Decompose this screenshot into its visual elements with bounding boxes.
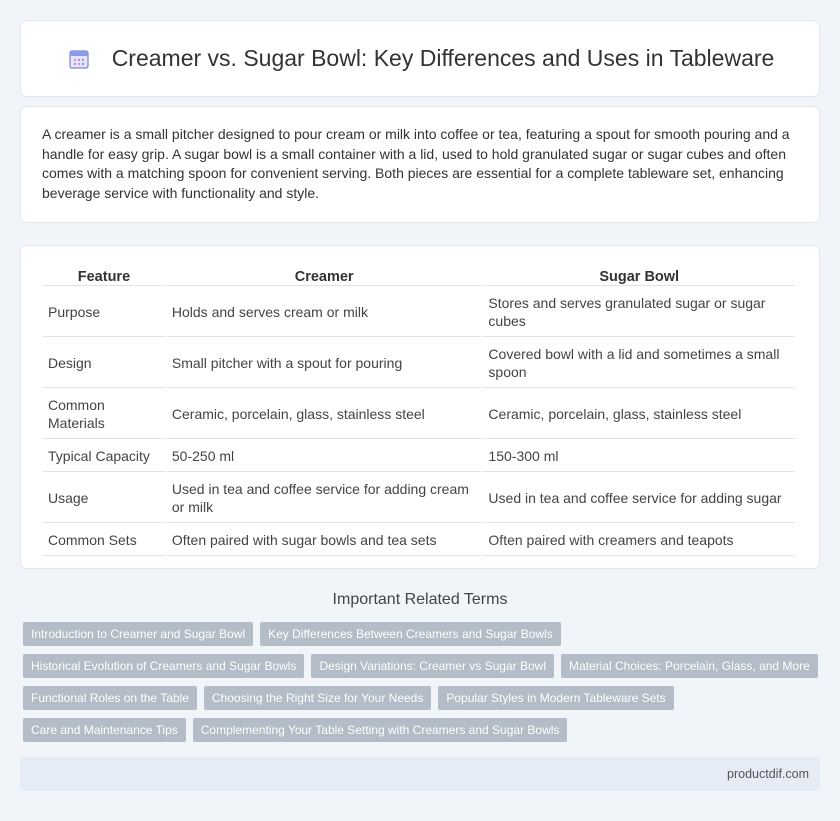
- related-term-link[interactable]: Historical Evolution of Creamers and Sugar Bowls: [23, 654, 304, 678]
- comparison-card: [20, 245, 820, 569]
- table-row: [43, 525, 795, 556]
- table-row: [43, 288, 795, 337]
- related-term-link[interactable]: Complementing Your Table Setting with Creamers and Sugar Bowls: [193, 718, 568, 742]
- header-sugar-bowl: Sugar Bowl: [483, 266, 795, 286]
- sugar-bowl-cell: Stores and serves granulated sugar or sugar cubes: [483, 288, 795, 337]
- intro-card: [20, 106, 820, 223]
- sugar-bowl-cell: Used in tea and coffee service for adding sugar: [483, 474, 795, 523]
- creamer-cell: Ceramic, porcelain, glass, stainless steel: [167, 390, 482, 439]
- page-header: [20, 20, 820, 97]
- header-creamer: Creamer: [167, 266, 482, 286]
- related-term-link[interactable]: Key Differences Between Creamers and Sugar Bowls: [260, 622, 561, 646]
- page-footer: [20, 757, 820, 791]
- sugar-bowl-cell: Covered bowl with a lid and sometimes a small spoon: [483, 339, 795, 388]
- creamer-cell: Small pitcher with a spout for pouring: [167, 339, 482, 388]
- sugar-bowl-cell: Often paired with creamers and teapots: [483, 525, 795, 556]
- table-row: [43, 474, 795, 523]
- row-label: Usage: [43, 474, 165, 523]
- related-term-link[interactable]: Choosing the Right Size for Your Needs: [204, 686, 431, 710]
- sugar-bowl-cell: Ceramic, porcelain, glass, stainless steel: [483, 390, 795, 439]
- creamer-cell: Holds and serves cream or milk: [167, 288, 482, 337]
- page-title: Creamer vs. Sugar Bowl: Key Differences and Uses in Tableware: [111, 45, 775, 71]
- table-row: [43, 441, 795, 472]
- sugar-bowl-cell: 150-300 ml: [483, 441, 795, 472]
- table-row: [43, 339, 795, 388]
- intro-text: A creamer is a small pitcher designed to pour cream or milk into coffee or tea, featuring a spout for smooth pouring and a handle for easy grip. A sugar bowl is a small container with a lid, used to hold granulated sugar or sugar cubes and often comes with a matching spoon for convenient serving. Both pieces are essential for a complete tableware set, enhancing beverage service with functionality and style.: [42, 126, 790, 201]
- related-term-link[interactable]: Material Choices: Porcelain, Glass, and More: [561, 654, 818, 678]
- calendar-icon: [66, 46, 92, 72]
- related-term-link[interactable]: Popular Styles in Modern Tableware Sets: [438, 686, 673, 710]
- header-feature: Feature: [43, 266, 165, 286]
- site-name[interactable]: productdif.com: [727, 767, 809, 781]
- comparison-table: [41, 264, 797, 558]
- creamer-cell: Often paired with sugar bowls and tea sets: [167, 525, 482, 556]
- related-terms-title: Important Related Terms: [332, 591, 508, 608]
- creamer-cell: Used in tea and coffee service for adding cream or milk: [167, 474, 482, 523]
- related-terms-list: [23, 622, 823, 750]
- table-header-row: [43, 266, 795, 286]
- row-label: Typical Capacity: [43, 441, 165, 472]
- row-label: Purpose: [43, 288, 165, 337]
- row-label: Common Materials: [43, 390, 165, 439]
- row-label: Design: [43, 339, 165, 388]
- related-term-link[interactable]: Introduction to Creamer and Sugar Bowl: [23, 622, 253, 646]
- row-label: Common Sets: [43, 525, 165, 556]
- related-term-link[interactable]: Functional Roles on the Table: [23, 686, 197, 710]
- related-term-link[interactable]: Design Variations: Creamer vs Sugar Bowl: [311, 654, 554, 678]
- table-row: [43, 390, 795, 439]
- related-term-link[interactable]: Care and Maintenance Tips: [23, 718, 186, 742]
- creamer-cell: 50-250 ml: [167, 441, 482, 472]
